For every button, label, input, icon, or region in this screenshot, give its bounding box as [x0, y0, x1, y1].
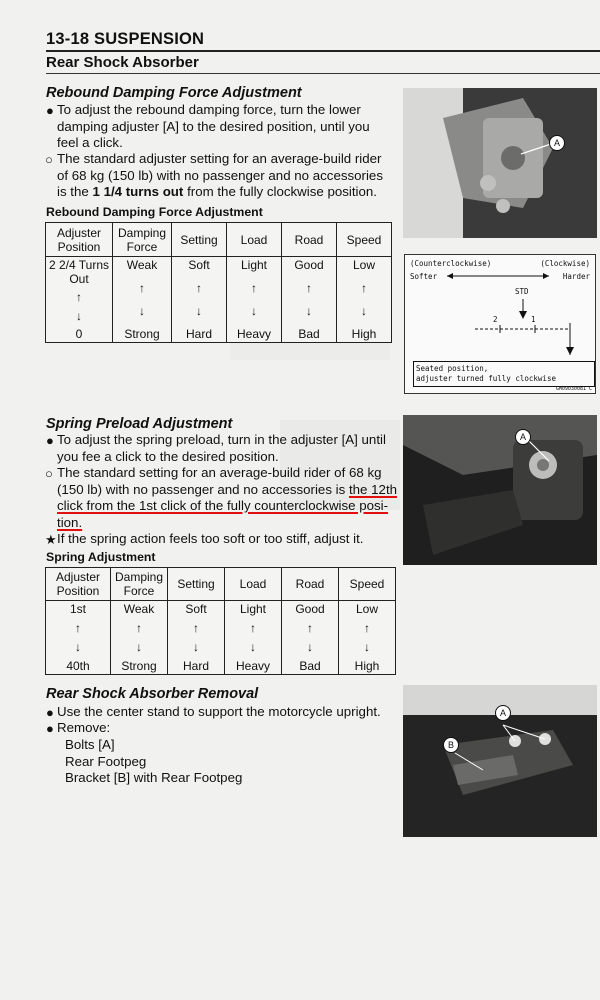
- section-header: 13-18 SUSPENSION: [46, 30, 205, 48]
- rebound-adjuster-photo: [403, 88, 597, 238]
- std-label: STD: [515, 287, 529, 296]
- subsection-title: Rear Shock Absorber: [46, 54, 199, 71]
- bullet-icon: ●: [46, 705, 54, 720]
- spring-adjuster-photo: [403, 415, 597, 565]
- label-a-marker: A: [549, 135, 565, 151]
- cw-label: (Clockwise): [540, 259, 590, 268]
- seated-position-box: Seated position, adjuster turned fully clockwise: [413, 361, 595, 387]
- spring-table-caption: Spring Adjustment: [46, 550, 156, 564]
- rebound-table: [45, 222, 392, 343]
- header-rule: [46, 50, 600, 52]
- removal-bullet-1: Use the center stand to support the motorcycle upright.: [57, 704, 381, 719]
- tick-1-label: 1: [531, 315, 536, 324]
- removal-bullet-2: Remove:: [57, 720, 111, 735]
- rebound-title: Rebound Damping Force Adjustment: [46, 85, 302, 101]
- value-cell: Good ↑ ↓ Bad: [282, 601, 339, 675]
- softer-label: Softer: [410, 272, 438, 281]
- value-cell: Weak ↑ ↓ Strong: [113, 257, 172, 343]
- shock-photo-illustration: [403, 88, 597, 238]
- spring-instruction: To adjust the spring preload, turn in the adjuster [A] until you fee a click to the desired position.: [57, 432, 386, 464]
- spring-photo-illustration: [403, 415, 597, 565]
- header-cell: Load: [227, 223, 282, 257]
- header-cell: Adjuster Position: [46, 223, 113, 257]
- value-cell: Low ↑ ↓ High: [339, 601, 396, 675]
- label-b-marker: B: [443, 737, 459, 753]
- header-cell: Damping Force: [111, 568, 168, 601]
- value-cell: Light ↑ ↓ Heavy: [225, 601, 282, 675]
- label-a-marker: A: [495, 705, 511, 721]
- value-cell: Weak ↑ ↓ Strong: [111, 601, 168, 675]
- subsection-rule: [46, 73, 600, 74]
- removal-title: Rear Shock Absorber Removal: [46, 686, 259, 702]
- value-cell: 1st ↑ ↓ 40th: [46, 601, 111, 675]
- value-cell: 2 2/4 Turns Out ↑ ↓ 0: [46, 257, 113, 343]
- rebound-standard: The standard adjuster setting for an average-build rider of 68 kg (150 lb) with no passenger and no accessories is the 1 1/4 turns out from the fully clockwise position.: [57, 151, 383, 200]
- value-cell: Good ↑ ↓ Bad: [282, 257, 337, 343]
- rebound-instruction: To adjust the rebound damping force, turn the lower damping adjuster [A] to the desired position, until you feel a click.: [57, 102, 370, 151]
- star-icon: ★: [45, 532, 57, 547]
- bullet-icon: ●: [46, 433, 54, 448]
- value-cell: Soft ↑ ↓ Hard: [168, 601, 225, 675]
- header-cell: Load: [225, 568, 282, 601]
- removal-item: Bolts [A]: [65, 737, 115, 752]
- removal-photo: [403, 685, 597, 837]
- circle-icon: ○: [45, 466, 53, 481]
- header-cell: Road: [282, 223, 337, 257]
- spring-standard: The standard setting for an average-build rider of 68 kg (150 lb) with no passenger and no accessories is the 12th click from the 1st click of the fully counterclockwise posi- tion.: [57, 465, 398, 530]
- adjuster-diagram: [404, 254, 596, 394]
- ccw-label: (Counterclockwise): [410, 259, 492, 268]
- spring-note: If the spring action feels too soft or too stiff, adjust it.: [57, 531, 364, 546]
- rebound-table-caption: Rebound Damping Force Adjustment: [46, 205, 263, 219]
- value-cell: Low ↑ ↓ High: [337, 257, 392, 343]
- diagram-code: GM09030081 C: [555, 386, 592, 392]
- removal-items: [65, 737, 242, 787]
- header-cell: Damping Force: [113, 223, 172, 257]
- header-cell: Speed: [337, 223, 392, 257]
- removal-item: Rear Footpeg: [65, 753, 147, 769]
- spring-title: Spring Preload Adjustment: [46, 416, 233, 432]
- bullet-icon: ●: [46, 103, 54, 118]
- value-cell: Light ↑ ↓ Heavy: [227, 257, 282, 343]
- header-cell: Setting: [172, 223, 227, 257]
- tick-2-label: 2: [493, 315, 498, 324]
- spring-table: [45, 567, 396, 675]
- header-cell: Road: [282, 568, 339, 601]
- harder-label: Harder: [562, 272, 590, 281]
- label-a-marker: A: [515, 429, 531, 445]
- header-cell: Setting: [168, 568, 225, 601]
- circle-icon: ○: [45, 152, 53, 167]
- value-cell: Soft ↑ ↓ Hard: [172, 257, 227, 343]
- bullet-icon: ●: [46, 721, 54, 736]
- removal-item: Bracket [B] with Rear Footpeg: [65, 770, 243, 786]
- header-cell: Adjuster Position: [46, 568, 111, 601]
- header-cell: Speed: [339, 568, 396, 601]
